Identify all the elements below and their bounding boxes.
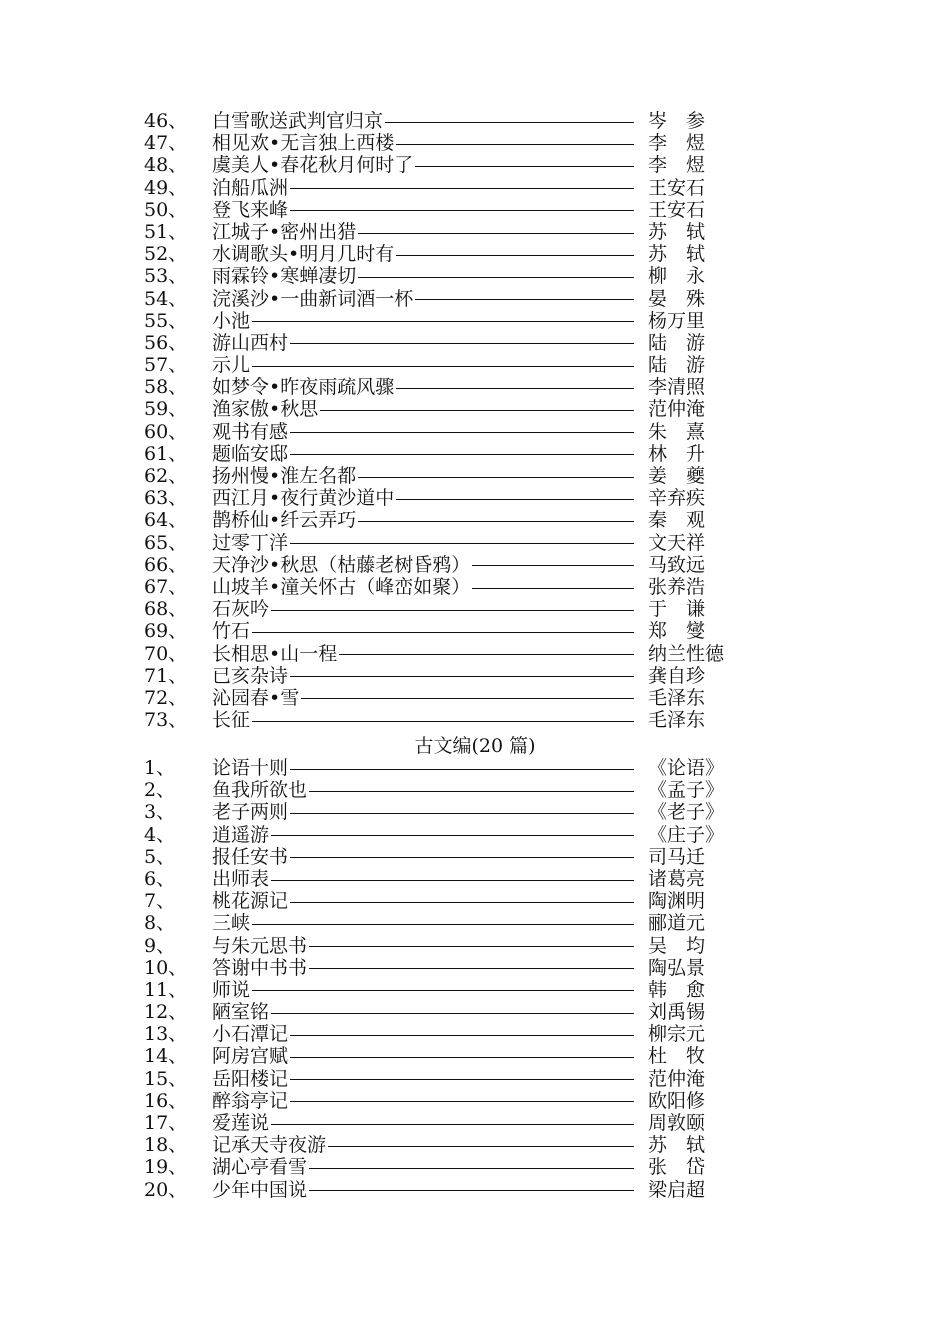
list-item <box>144 354 744 376</box>
item-number: 16、 <box>144 1089 188 1112</box>
item-title: 爱莲说 <box>212 1112 270 1134</box>
item-title: 天净沙•秋思（枯藤老树昏鸦） <box>212 553 471 576</box>
item-title: 观书有感 <box>212 420 289 443</box>
leader-dash <box>358 521 634 522</box>
item-author: 姜 夔 <box>648 465 706 487</box>
leader-dash <box>301 698 634 699</box>
item-author: 张养浩 <box>648 575 706 598</box>
item-title: 题临安邸 <box>212 442 289 465</box>
list-item <box>144 1179 744 1201</box>
item-title: 江城子•密州出猎 <box>212 220 357 243</box>
leader-dash <box>396 255 634 256</box>
item-title-line <box>212 265 634 287</box>
leader-dash <box>252 990 634 991</box>
item-author: 苏 轼 <box>648 220 706 243</box>
list-item <box>144 687 744 709</box>
list-item <box>144 1156 744 1178</box>
item-author: 诸葛亮 <box>648 867 706 890</box>
item-number: 68、 <box>144 598 188 621</box>
item-number: 15、 <box>144 1067 188 1090</box>
item-title-line <box>212 310 634 332</box>
item-title: 已亥杂诗 <box>212 664 289 687</box>
item-title-line <box>212 221 634 243</box>
item-author: 毛泽东 <box>648 686 706 709</box>
leader-dash <box>271 1013 634 1014</box>
item-title-line <box>212 532 634 554</box>
item-title-line <box>212 1090 634 1112</box>
list-item <box>144 177 744 199</box>
leader-dash <box>309 791 634 792</box>
list-item <box>144 665 744 687</box>
item-author: 毛泽东 <box>648 709 706 732</box>
item-title-line <box>212 487 634 509</box>
item-title-line <box>212 132 634 154</box>
item-title: 桃花源记 <box>212 890 289 913</box>
item-author: 文天祥 <box>648 531 706 554</box>
leader-dash <box>271 835 634 836</box>
list-item <box>144 1090 744 1112</box>
leader-dash <box>396 144 634 145</box>
item-number: 8、 <box>144 912 176 935</box>
list-item <box>144 1045 744 1067</box>
item-title: 长相思•山一程 <box>212 642 338 665</box>
list-item <box>144 132 744 154</box>
item-title-line <box>212 643 634 665</box>
item-title: 示儿 <box>212 354 251 377</box>
item-title-line <box>212 243 634 265</box>
list-item <box>144 598 744 620</box>
item-title: 登飞来峰 <box>212 198 289 221</box>
list-item <box>144 1112 744 1134</box>
leader-dash <box>358 477 634 478</box>
leader-dash <box>252 366 634 367</box>
item-number: 5、 <box>144 845 176 868</box>
item-number: 1、 <box>144 757 176 779</box>
item-title-line <box>212 332 634 354</box>
prose-list <box>144 757 744 1201</box>
leader-dash <box>290 188 634 189</box>
item-title-line <box>212 509 634 531</box>
item-title-line <box>212 912 634 934</box>
list-item <box>144 868 744 890</box>
item-author: 陶渊明 <box>648 890 706 913</box>
item-number: 3、 <box>144 801 176 824</box>
leader-dash <box>309 946 634 947</box>
item-title-line <box>212 1156 634 1178</box>
item-number: 46、 <box>144 110 188 132</box>
leader-dash <box>290 543 634 544</box>
list-item <box>144 1023 744 1045</box>
item-title-line <box>212 1179 634 1201</box>
item-number: 53、 <box>144 265 188 288</box>
item-author: 李 煜 <box>648 132 706 155</box>
item-title: 论语十则 <box>212 757 289 779</box>
item-title-line <box>212 957 634 979</box>
item-author: 岑 参 <box>648 110 706 132</box>
item-author: 杜 牧 <box>648 1045 706 1068</box>
item-title: 湖心亭看雪 <box>212 1156 308 1179</box>
item-number: 7、 <box>144 890 176 913</box>
item-number: 18、 <box>144 1134 188 1157</box>
item-author: 柳宗元 <box>648 1023 706 1046</box>
item-number: 49、 <box>144 176 188 199</box>
item-number: 2、 <box>144 779 176 802</box>
leader-dash <box>328 1146 634 1147</box>
item-title-line <box>212 1001 634 1023</box>
list-item <box>144 421 744 443</box>
item-number: 55、 <box>144 309 188 332</box>
leader-dash <box>290 1079 634 1080</box>
item-title: 山坡羊•潼关怀古（峰峦如聚） <box>212 575 471 598</box>
leader-dash <box>358 277 634 278</box>
item-title: 出师表 <box>212 867 270 890</box>
item-number: 4、 <box>144 823 176 846</box>
item-number: 61、 <box>144 442 188 465</box>
list-item <box>144 779 744 801</box>
item-author: 郦道元 <box>648 912 706 935</box>
leader-dash <box>320 410 634 411</box>
item-author: 《庄子》 <box>648 823 725 846</box>
list-item <box>144 199 744 221</box>
list-item <box>144 221 744 243</box>
item-title-line <box>212 687 634 709</box>
leader-dash <box>290 1035 634 1036</box>
item-number: 47、 <box>144 132 188 155</box>
leader-dash <box>290 210 634 211</box>
leader-dash <box>271 880 634 881</box>
list-item <box>144 265 744 287</box>
leader-dash <box>385 122 634 123</box>
leader-dash <box>396 499 634 500</box>
item-author: 范仲淹 <box>648 1067 706 1090</box>
item-title-line <box>212 421 634 443</box>
leader-dash <box>252 721 634 722</box>
item-author: 苏 轼 <box>648 243 706 266</box>
item-author: 晏 殊 <box>648 287 706 310</box>
item-title: 浣溪沙•一曲新词酒一杯 <box>212 287 414 310</box>
item-number: 60、 <box>144 420 188 443</box>
list-item <box>144 332 744 354</box>
list-item <box>144 509 744 531</box>
item-title: 老子两则 <box>212 801 289 824</box>
item-title-line <box>212 824 634 846</box>
leader-dash <box>290 813 634 814</box>
list-item <box>144 1001 744 1023</box>
item-number: 58、 <box>144 376 188 399</box>
item-number: 56、 <box>144 331 188 354</box>
item-number: 17、 <box>144 1112 188 1134</box>
item-title-line <box>212 598 634 620</box>
item-author: 张 岱 <box>648 1156 706 1179</box>
item-author: 柳 永 <box>648 265 706 288</box>
leader-dash <box>290 454 634 455</box>
item-author: 辛弃疾 <box>648 487 706 510</box>
list-item <box>144 846 744 868</box>
item-title: 泊船瓜洲 <box>212 176 289 199</box>
item-number: 50、 <box>144 198 188 221</box>
list-item <box>144 709 744 731</box>
item-title: 长征 <box>212 709 251 732</box>
item-title: 白雪歌送武判官归京 <box>212 110 384 132</box>
leader-dash <box>271 610 634 611</box>
item-title-line <box>212 1023 634 1045</box>
item-title-line <box>212 398 634 420</box>
list-item <box>144 376 744 398</box>
item-title-line <box>212 1134 634 1156</box>
item-author: 陆 游 <box>648 331 706 354</box>
item-number: 65、 <box>144 531 188 554</box>
item-title-line <box>212 979 634 1001</box>
item-title: 答谢中书书 <box>212 956 308 979</box>
list-item <box>144 824 744 846</box>
item-title-line <box>212 779 634 801</box>
item-number: 67、 <box>144 575 188 598</box>
section-heading: 古文编(20 篇) <box>414 735 536 757</box>
list-item <box>144 1068 744 1090</box>
item-title: 相见欢•无言独上西楼 <box>212 132 395 155</box>
item-number: 72、 <box>144 686 188 709</box>
item-title-line <box>212 554 634 576</box>
item-author: 纳兰性德 <box>648 642 725 665</box>
item-title-line <box>212 1045 634 1067</box>
item-author: 秦 观 <box>648 509 706 532</box>
list-item <box>144 757 744 779</box>
item-title: 陋室铭 <box>212 1001 270 1024</box>
item-title: 渔家傲•秋思 <box>212 398 319 421</box>
item-title: 师说 <box>212 978 251 1001</box>
item-title: 逍遥游 <box>212 823 270 846</box>
leader-dash <box>290 1057 634 1058</box>
item-author: 《老子》 <box>648 801 725 824</box>
item-number: 9、 <box>144 934 176 957</box>
leader-dash <box>290 676 634 677</box>
item-title: 石灰吟 <box>212 598 270 621</box>
item-number: 12、 <box>144 1001 188 1024</box>
leader-dash <box>290 1101 634 1102</box>
item-title: 游山西村 <box>212 331 289 354</box>
item-author: 杨万里 <box>648 309 706 332</box>
item-title-line <box>212 443 634 465</box>
item-title-line <box>212 154 634 176</box>
item-title: 小石潭记 <box>212 1023 289 1046</box>
item-author: 梁启超 <box>648 1178 706 1201</box>
item-author: 林 升 <box>648 442 706 465</box>
item-title: 如梦令•昨夜雨疏风骤 <box>212 376 395 399</box>
item-author: 韩 愈 <box>648 978 706 1001</box>
item-number: 51、 <box>144 220 188 243</box>
list-item <box>144 935 744 957</box>
list-item <box>144 890 744 912</box>
item-title-line <box>212 935 634 957</box>
list-item <box>144 398 744 420</box>
item-author: 苏 轼 <box>648 1134 706 1157</box>
list-item <box>144 620 744 642</box>
item-number: 11、 <box>144 978 188 1001</box>
item-title: 报任安书 <box>212 845 289 868</box>
item-author: 朱 熹 <box>648 420 706 443</box>
item-title-line <box>212 846 634 868</box>
item-author: 马致远 <box>648 553 706 576</box>
item-author: 王安石 <box>648 198 706 221</box>
list-item <box>144 643 744 665</box>
list-item <box>144 110 744 132</box>
item-author: 司马迁 <box>648 845 706 868</box>
item-title: 岳阳楼记 <box>212 1067 289 1090</box>
item-title: 虞美人•春花秋月何时了 <box>212 154 414 177</box>
item-title: 过零丁洋 <box>212 531 289 554</box>
leader-dash <box>396 388 634 389</box>
item-title: 扬州慢•淮左名都 <box>212 465 357 487</box>
item-number: 6、 <box>144 867 176 890</box>
leader-dash <box>290 432 634 433</box>
item-author: 《孟子》 <box>648 779 725 802</box>
list-item <box>144 465 744 487</box>
leader-dash <box>252 924 634 925</box>
item-title: 三峡 <box>212 912 251 935</box>
item-number: 13、 <box>144 1023 188 1046</box>
item-number: 20、 <box>144 1178 188 1201</box>
item-title-line <box>212 890 634 912</box>
list-item <box>144 1134 744 1156</box>
item-number: 62、 <box>144 465 188 487</box>
item-number: 59、 <box>144 398 188 421</box>
item-title-line <box>212 757 634 779</box>
list-item <box>144 957 744 979</box>
item-title-line <box>212 177 634 199</box>
item-title-line <box>212 576 634 598</box>
item-title: 鹊桥仙•纤云弄巧 <box>212 509 357 532</box>
leader-dash <box>290 857 634 858</box>
item-title: 沁园春•雪 <box>212 686 300 709</box>
item-number: 71、 <box>144 664 188 687</box>
leader-dash <box>472 588 634 589</box>
item-title-line <box>212 1068 634 1090</box>
item-title-line <box>212 376 634 398</box>
item-title-line <box>212 620 634 642</box>
list-item <box>144 532 744 554</box>
item-title: 醉翁亭记 <box>212 1089 289 1112</box>
item-title-line <box>212 110 634 132</box>
list-item <box>144 443 744 465</box>
leader-dash <box>472 565 634 566</box>
item-author: 欧阳修 <box>648 1089 706 1112</box>
item-title: 少年中国说 <box>212 1178 308 1201</box>
item-author: 陆 游 <box>648 354 706 377</box>
item-title: 雨霖铃•寒蝉凄切 <box>212 265 357 288</box>
item-title-line <box>212 288 634 310</box>
item-title-line <box>212 1112 634 1134</box>
item-title: 记承天寺夜游 <box>212 1134 327 1157</box>
leader-dash <box>339 654 634 655</box>
item-author: 周敦颐 <box>648 1112 706 1134</box>
item-title-line <box>212 354 634 376</box>
list-item <box>144 801 744 823</box>
item-number: 64、 <box>144 509 188 532</box>
item-title-line <box>212 199 634 221</box>
list-item <box>144 154 744 176</box>
item-author: 范仲淹 <box>648 398 706 421</box>
item-title-line <box>212 709 634 731</box>
item-title: 西江月•夜行黄沙道中 <box>212 487 395 510</box>
item-author: 龚自珍 <box>648 664 706 687</box>
list-item <box>144 288 744 310</box>
leader-dash <box>271 1124 634 1125</box>
leader-dash <box>252 321 634 322</box>
item-title: 鱼我所欲也 <box>212 779 308 802</box>
list-item <box>144 310 744 332</box>
item-number: 69、 <box>144 620 188 643</box>
item-title-line <box>212 868 634 890</box>
item-number: 57、 <box>144 354 188 377</box>
item-number: 10、 <box>144 956 188 979</box>
item-number: 54、 <box>144 287 188 310</box>
item-number: 52、 <box>144 243 188 266</box>
item-title: 小池 <box>212 309 251 332</box>
leader-dash <box>415 299 634 300</box>
item-title: 阿房宫赋 <box>212 1045 289 1068</box>
item-author: 陶弘景 <box>648 956 706 979</box>
item-number: 14、 <box>144 1045 188 1068</box>
leader-dash <box>358 233 634 234</box>
list-item <box>144 487 744 509</box>
item-author: 《论语》 <box>648 757 725 779</box>
list-item <box>144 576 744 598</box>
item-author: 刘禹锡 <box>648 1001 706 1024</box>
item-title: 水调歌头•明月几时有 <box>212 243 395 266</box>
item-number: 73、 <box>144 709 188 732</box>
leader-dash <box>290 769 634 770</box>
item-number: 66、 <box>144 553 188 576</box>
leader-dash <box>309 1168 634 1169</box>
item-author: 李清照 <box>648 376 706 399</box>
leader-dash <box>415 166 634 167</box>
item-author: 李 煜 <box>648 154 706 177</box>
item-number: 48、 <box>144 154 188 177</box>
leader-dash <box>252 632 634 633</box>
item-author: 王安石 <box>648 176 706 199</box>
item-title: 与朱元思书 <box>212 934 308 957</box>
item-number: 70、 <box>144 642 188 665</box>
leader-dash <box>290 343 634 344</box>
list-item <box>144 243 744 265</box>
leader-dash <box>309 1190 634 1191</box>
item-number: 63、 <box>144 487 188 510</box>
item-author: 郑 燮 <box>648 620 706 643</box>
item-number: 19、 <box>144 1156 188 1179</box>
item-author: 吴 均 <box>648 934 706 957</box>
item-title-line <box>212 665 634 687</box>
item-title-line <box>212 465 634 487</box>
list-item <box>144 979 744 1001</box>
list-item <box>144 554 744 576</box>
item-author: 于 谦 <box>648 598 706 621</box>
item-title-line <box>212 801 634 823</box>
leader-dash <box>290 902 634 903</box>
item-title: 竹石 <box>212 620 251 643</box>
poem-list <box>144 110 744 731</box>
leader-dash <box>309 968 634 969</box>
list-item <box>144 912 744 934</box>
